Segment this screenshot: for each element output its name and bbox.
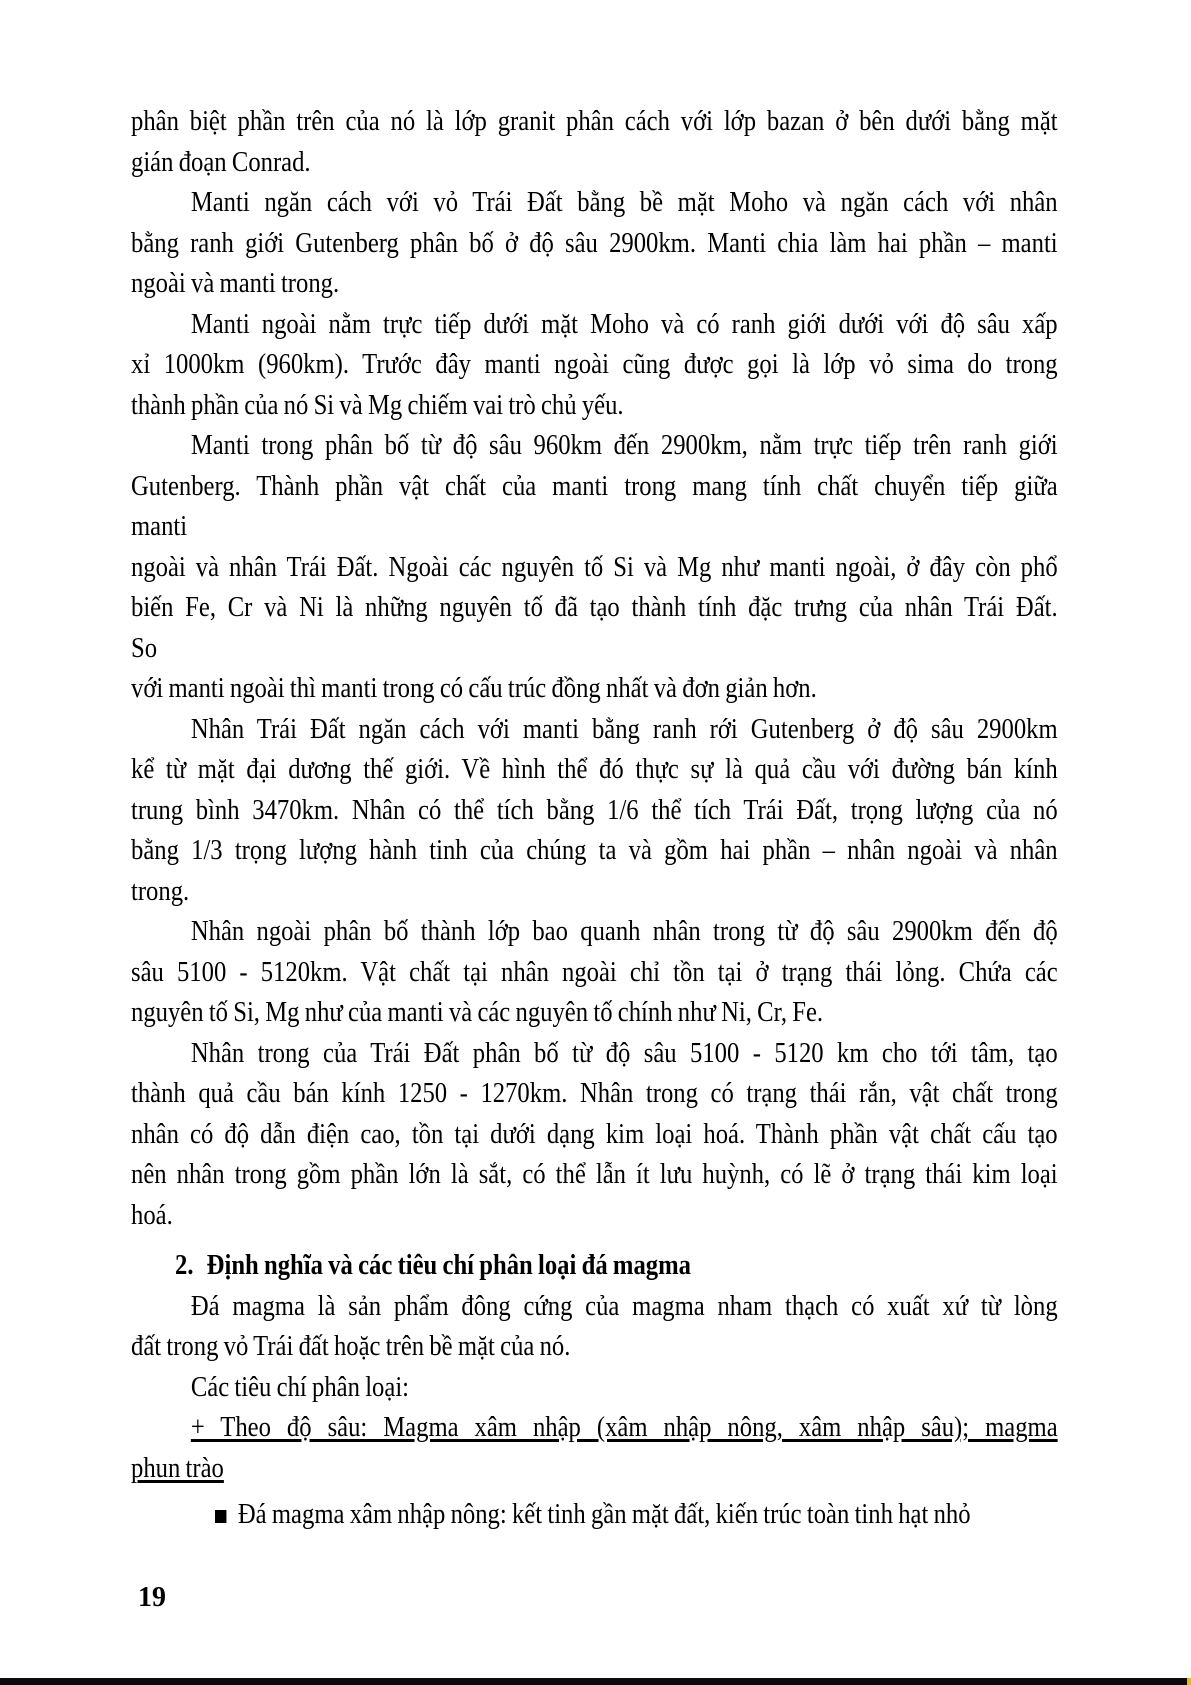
heading-text: Định nghĩa và các tiêu chí phân loại đá magma xyxy=(206,1250,691,1281)
bullet-text: Đá magma xâm nhập nông: kết tinh gần mặt đất, kiến trúc toàn tinh hạt nhỏ xyxy=(237,1499,971,1530)
document-body xyxy=(131,102,1184,1536)
text-line: với manti ngoài thì manti trong có cấu trúc đồng nhất và đơn giản hơn. xyxy=(131,673,817,704)
section-heading xyxy=(175,1246,1102,1287)
text-line: thành quả cầu bán kính 1250 - 1270km. Nhân trong có trạng thái rắn, vật chất trong xyxy=(131,1078,1058,1109)
text-line: Gutenberg. Thành phần vật chất của manti trong mang tính chất chuyển tiếp giữa xyxy=(131,470,1058,502)
text-line: trung bình 3470km. Nhân có thể tích bằng 1/6 thể tích Trái Đất, trọng lượng của nó xyxy=(131,794,1058,826)
heading-number: 2. xyxy=(175,1250,194,1281)
text-line: bằng 1/3 trọng lượng hành tinh của chúng ta và gồm hai phần – nhân ngoài và nhân xyxy=(131,835,1058,866)
page-number: 19 xyxy=(138,1582,166,1613)
text-line: xỉ 1000km (960km). Trước đây manti ngoài cũng được gọi là lớp vỏ sima do trong xyxy=(131,349,1058,380)
text-line: nhân có độ dẫn điện cao, tồn tại dưới dạng kim loại hoá. Thành phần vật chất cấu tạo xyxy=(131,1118,1058,1150)
text-line: Nhân Trái Đất ngăn cách với manti bằng ranh rới Gutenberg ở độ sâu 2900km xyxy=(190,713,1058,745)
text-line: Đá magma là sản phẩm đông cứng của magma nham thạch có xuất xứ từ lòng xyxy=(190,1290,1058,1322)
text-line: nên nhân trong gồm phần lớn là sắt, có thể lẫn ít lưu huỳnh, có lẽ ở trạng thái kim loại xyxy=(131,1159,1058,1190)
text-line: manti xyxy=(131,511,188,542)
text-line: trong. xyxy=(131,875,190,907)
text-line: phân biệt phần trên của nó là lớp granit phân cách với lớp bazan ở bên dưới bằng mặt xyxy=(131,106,1058,137)
text-line: Các tiêu chí phân loại: xyxy=(190,1371,410,1403)
text-line: So xyxy=(131,632,158,664)
text-line: biến Fe, Cr và Ni là những nguyên tố đã tạo thành tính đặc trưng của nhân Trái Đất. xyxy=(131,592,1058,623)
text-line: bằng ranh giới Gutenberg phân bố ở độ sâu 2900km. Manti chia làm hai phần – manti xyxy=(131,227,1058,259)
text-line: kể từ mặt đại dương thế giới. Về hình thể đó thực sự là quả cầu với đường bán kính xyxy=(131,754,1058,785)
text-line: ngoài và manti trong. xyxy=(131,268,340,299)
bullet-square-icon xyxy=(215,1510,226,1523)
text-line: hoá. xyxy=(131,1199,173,1231)
scan-edge-notch xyxy=(1187,1678,1191,1685)
text-line: Manti trong phân bố từ độ sâu 960km đến 2900km, nằm trực tiếp trên ranh giới xyxy=(190,430,1058,461)
text-line: Nhân ngoài phân bố thành lớp bao quanh nhân trong từ độ sâu 2900km đến độ xyxy=(190,916,1058,947)
text-line: ngoài và nhân Trái Đất. Ngoài các nguyên tố Si và Mg như manti ngoài, ở đây còn phổ xyxy=(131,551,1058,583)
text-line: Nhân trong của Trái Đất phân bố từ độ sâu 5100 - 5120 km cho tới tâm, tạo xyxy=(190,1037,1058,1069)
text-line: thành phần của nó Si và Mg chiếm vai trò chủ yếu. xyxy=(131,389,624,421)
text-line: + Theo độ sâu: Magma xâm nhập (xâm nhập nông, xâm nhập sâu); magma xyxy=(190,1412,1058,1443)
text-line: sâu 5100 - 5120km. Vật chất tại nhân ngoài chỉ tồn tại ở trạng thái lỏng. Chứa các xyxy=(131,956,1058,988)
text-line: Manti ngăn cách với vỏ Trái Đất bằng bề mặt Moho và ngăn cách với nhân xyxy=(190,187,1058,218)
text-line: đất trong vỏ Trái đất hoặc trên bề mặt của nó. xyxy=(131,1331,571,1362)
scan-edge-artifact xyxy=(0,1678,1191,1685)
bullet-list-item xyxy=(215,1495,1142,1536)
text-line: nguyên tố Si, Mg như của manti và các nguyên tố chính như Ni, Cr, Fe. xyxy=(131,997,824,1028)
text-line: Manti ngoài nằm trực tiếp dưới mặt Moho và có ranh giới dưới với độ sâu xấp xyxy=(190,308,1058,340)
text-line: phun trào xyxy=(131,1452,224,1484)
text-line: gián đoạn Conrad. xyxy=(131,146,311,178)
